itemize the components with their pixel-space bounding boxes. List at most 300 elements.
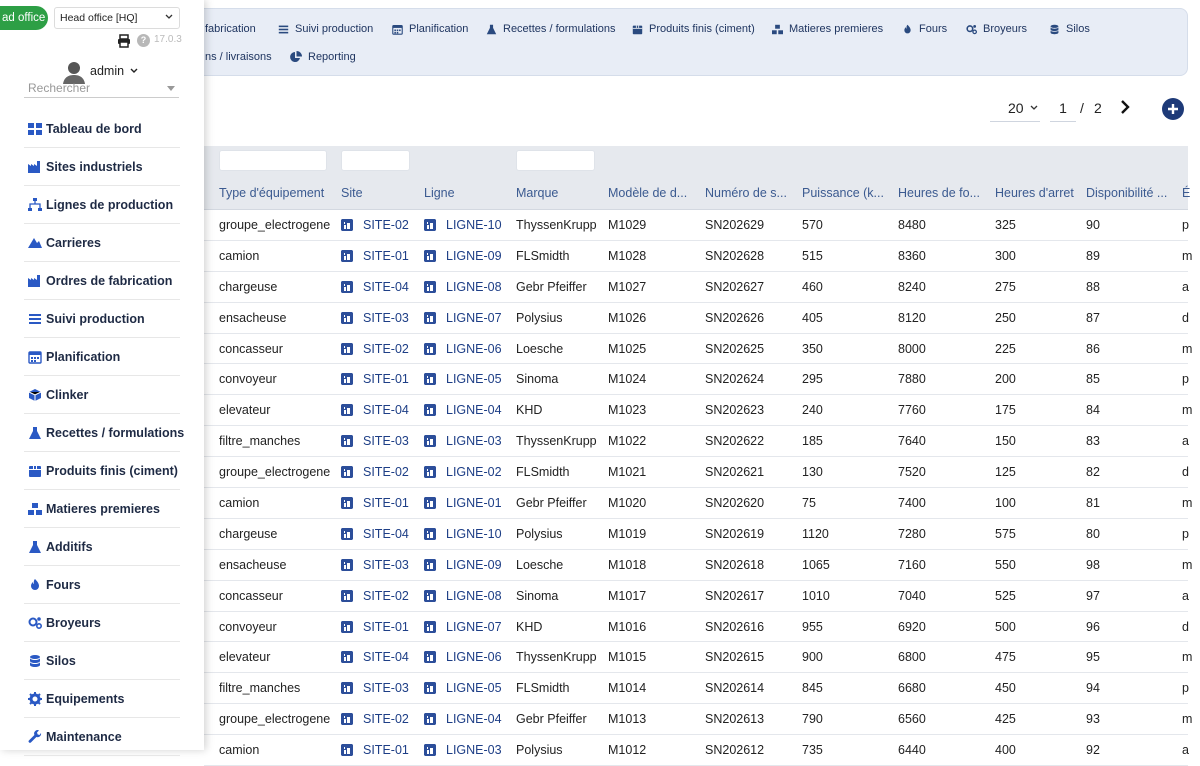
help-icon[interactable]: ? — [137, 34, 150, 47]
per-page-select[interactable] — [990, 94, 1040, 122]
record-link-icon[interactable] — [341, 312, 353, 324]
topnav-matieres-premieres[interactable] — [772, 23, 883, 35]
topnav-label: Produits finis (ciment) — [649, 23, 755, 35]
cell-site[interactable] — [341, 673, 421, 703]
cell-modele: M1021 — [608, 465, 647, 480]
cell-marque: ThyssenKrupp — [516, 434, 597, 449]
cell-etat: d — [1182, 465, 1189, 480]
cell-ligne[interactable] — [424, 364, 514, 394]
column-header-heures-fonctionnement[interactable]: Heures de fo... — [898, 186, 980, 200]
sidebar-item-label: Silos — [46, 653, 76, 668]
cell-modele: M1020 — [608, 496, 647, 511]
cell-etat: m — [1182, 248, 1193, 263]
cell-link-text[interactable]: LIGNE-06 — [446, 341, 502, 356]
cell-marque: ThyssenKrupp — [516, 650, 597, 665]
cell-site[interactable] — [341, 488, 421, 518]
cell-ligne[interactable] — [424, 735, 514, 765]
sidebar-item-label: Maintenance — [46, 729, 122, 744]
topnav-broyeurs[interactable] — [966, 23, 1027, 35]
record-link-icon[interactable] — [424, 621, 436, 633]
cell-link-text[interactable]: LIGNE-05 — [446, 372, 502, 387]
cell-modele: M1013 — [608, 712, 647, 727]
cell-link-text[interactable]: LIGNE-03 — [446, 434, 502, 449]
record-link-icon[interactable] — [341, 528, 353, 540]
sidebar-item-planification[interactable] — [24, 338, 180, 376]
cell-site[interactable] — [341, 241, 421, 271]
cell-etat: a — [1182, 588, 1189, 603]
sidebar-item-matieres-premieres[interactable] — [24, 490, 180, 528]
database-icon — [1049, 24, 1060, 35]
cell-modele: M1017 — [608, 588, 647, 603]
cell-h_fonct: 7400 — [898, 496, 926, 511]
record-link-icon[interactable] — [424, 435, 436, 447]
cell-link-text[interactable]: LIGNE-09 — [446, 557, 502, 572]
topnav-planification[interactable] — [392, 23, 468, 35]
add-record-button[interactable] — [1162, 98, 1184, 120]
table-row[interactable] — [204, 519, 1188, 550]
cell-link-text[interactable]: LIGNE-09 — [446, 248, 502, 263]
cell-puissance: 130 — [802, 465, 823, 480]
cell-link-text[interactable]: SITE-01 — [363, 743, 409, 758]
cell-type: groupe_electrogene — [219, 712, 331, 727]
cell-link-text[interactable]: SITE-03 — [363, 434, 409, 449]
record-link-icon[interactable] — [424, 343, 436, 355]
cell-modele: M1016 — [608, 619, 647, 634]
cell-ligne[interactable] — [424, 272, 514, 302]
cell-site[interactable] — [341, 581, 421, 611]
table-row[interactable] — [204, 395, 1193, 426]
cell-link-text[interactable]: LIGNE-07 — [446, 619, 502, 634]
record-link-icon[interactable] — [341, 713, 353, 725]
cell-dispo: 82 — [1086, 465, 1100, 480]
cell-serie: SN202616 — [705, 619, 765, 634]
record-link-icon[interactable] — [424, 497, 436, 509]
sidebar — [0, 0, 204, 750]
page-separator: / — [1080, 100, 1084, 116]
cell-etat: p — [1182, 681, 1189, 696]
cell-h_arret: 175 — [995, 403, 1016, 418]
sidebar-item-label: Equipements — [46, 691, 125, 706]
cell-link-text[interactable]: SITE-02 — [363, 465, 409, 480]
cell-modele: M1023 — [608, 403, 647, 418]
cell-link-text[interactable]: SITE-02 — [363, 588, 409, 603]
table-row[interactable] — [204, 704, 1193, 735]
cell-type: concasseur — [219, 341, 283, 356]
table-row[interactable] — [204, 581, 1188, 612]
next-page-icon[interactable] — [1120, 99, 1130, 115]
table-row[interactable] — [204, 272, 1188, 303]
table-row[interactable] — [204, 457, 1188, 488]
sidebar-item-additifs[interactable] — [24, 528, 180, 566]
cell-h_arret: 525 — [995, 588, 1016, 603]
record-link-icon[interactable] — [341, 343, 353, 355]
cell-dispo: 87 — [1086, 310, 1100, 325]
cell-h_fonct: 7760 — [898, 403, 926, 418]
record-link-icon[interactable] — [424, 281, 436, 293]
record-link-icon[interactable] — [341, 250, 353, 262]
cell-site[interactable] — [341, 457, 421, 487]
cell-link-text[interactable]: SITE-04 — [363, 650, 409, 665]
record-link-icon[interactable] — [341, 744, 353, 756]
cell-etat: a — [1182, 279, 1189, 294]
record-link-icon[interactable] — [341, 435, 353, 447]
cell-site[interactable] — [341, 426, 421, 456]
cell-ligne[interactable] — [424, 704, 514, 734]
list-icon — [278, 24, 289, 35]
table-row[interactable] — [204, 735, 1188, 766]
filter-marque-input[interactable] — [516, 150, 595, 171]
column-header-site[interactable]: Site — [341, 186, 363, 200]
cell-link-text[interactable]: SITE-02 — [363, 341, 409, 356]
cell-serie: SN202627 — [705, 279, 765, 294]
cell-h_fonct: 6560 — [898, 712, 926, 727]
column-header-ligne[interactable]: Ligne — [424, 186, 455, 200]
cell-site[interactable] — [341, 519, 421, 549]
cell-dispo: 86 — [1086, 341, 1100, 356]
cell-link-text[interactable]: LIGNE-07 — [446, 310, 502, 325]
cell-link-text[interactable]: LIGNE-01 — [446, 496, 502, 511]
column-header-type[interactable]: Type d'équipement — [219, 186, 325, 200]
cell-type: chargeuse — [219, 526, 278, 541]
table-row[interactable] — [204, 612, 1188, 643]
filter-site-input[interactable] — [341, 150, 410, 171]
cell-link-text[interactable]: LIGNE-04 — [446, 403, 502, 418]
cell-link-text[interactable]: SITE-01 — [363, 496, 409, 511]
cell-h_fonct: 6680 — [898, 681, 926, 696]
cell-site[interactable] — [341, 550, 421, 580]
cell-link-text[interactable]: LIGNE-05 — [446, 681, 502, 696]
cell-h_arret: 500 — [995, 619, 1016, 634]
cell-site[interactable] — [341, 642, 421, 672]
cell-dispo: 97 — [1086, 588, 1100, 603]
cell-site[interactable] — [341, 210, 421, 240]
cogs-icon — [28, 616, 42, 630]
record-link-icon[interactable] — [341, 373, 353, 385]
cell-site[interactable] — [341, 735, 421, 765]
cell-etat: m — [1182, 341, 1193, 356]
cell-dispo: 95 — [1086, 650, 1100, 665]
cell-type: chargeuse — [219, 279, 278, 294]
plus-icon — [1167, 103, 1179, 115]
table-row[interactable] — [204, 241, 1193, 272]
sidebar-item-tableau-de-bord[interactable] — [24, 110, 180, 148]
sidebar-item-carrieres[interactable] — [24, 224, 180, 262]
cell-h_fonct: 7640 — [898, 434, 926, 449]
record-link-icon[interactable] — [424, 528, 436, 540]
record-link-icon[interactable] — [341, 651, 353, 663]
table-row[interactable] — [204, 488, 1193, 519]
topnav-fours[interactable] — [902, 23, 947, 35]
record-link-icon[interactable] — [424, 466, 436, 478]
column-header-marque[interactable]: Marque — [516, 186, 559, 200]
sidebar-item-recettes-formulations[interactable] — [24, 414, 185, 452]
per-page-value: 20 — [1008, 99, 1024, 116]
cell-h_arret: 300 — [995, 248, 1016, 263]
record-link-icon[interactable] — [424, 312, 436, 324]
cell-serie: SN202624 — [705, 372, 765, 387]
table-row[interactable] — [204, 550, 1193, 581]
topnav-fabrication[interactable] — [205, 23, 256, 35]
sidebar-item-label: Suivi production — [46, 311, 145, 326]
sidebar-item-lignes-de-production[interactable] — [24, 186, 180, 224]
record-link-icon[interactable] — [424, 559, 436, 571]
cell-puissance: 1010 — [802, 588, 830, 603]
cell-link-text[interactable]: SITE-04 — [363, 403, 409, 418]
cell-modele: M1015 — [608, 650, 647, 665]
sidebar-item-suivi-production[interactable] — [24, 300, 180, 338]
cell-link-text[interactable]: SITE-04 — [363, 279, 409, 294]
sidebar-item-label: Recettes / formulations — [46, 425, 185, 440]
cell-dispo: 90 — [1086, 218, 1100, 232]
cell-link-text[interactable]: SITE-01 — [363, 372, 409, 387]
cell-puissance: 845 — [802, 681, 823, 696]
search-input[interactable] — [24, 80, 179, 98]
column-header-etat[interactable]: É — [1182, 186, 1191, 200]
chevron-down-icon[interactable] — [130, 68, 138, 74]
sidebar-item-broyeurs[interactable] — [24, 604, 180, 642]
topnav-label: ns / livraisons — [205, 51, 272, 63]
cell-link-text[interactable]: LIGNE-10 — [446, 526, 502, 541]
cell-etat: m — [1182, 650, 1193, 665]
cell-marque: Sinoma — [516, 372, 559, 387]
record-link-icon[interactable] — [341, 682, 353, 694]
record-link-icon[interactable] — [424, 682, 436, 694]
record-link-icon[interactable] — [341, 466, 353, 478]
table-header — [204, 176, 1191, 210]
cell-ligne[interactable] — [424, 519, 514, 549]
cell-type: groupe_electrogene — [219, 465, 331, 480]
company-badge[interactable]: ad office — [0, 6, 48, 30]
cell-ligne[interactable] — [424, 395, 514, 425]
sidebar-item-label: Clinker — [46, 387, 89, 402]
cell-site[interactable] — [341, 303, 421, 333]
sidebar-item-clinker[interactable] — [24, 376, 180, 414]
cell-serie: SN202613 — [705, 712, 765, 727]
record-link-icon[interactable] — [424, 744, 436, 756]
cell-puissance: 460 — [802, 279, 823, 294]
column-header-heures-arret[interactable]: Heures d'arret — [995, 186, 1074, 200]
cell-site[interactable] — [341, 334, 421, 364]
record-link-icon[interactable] — [424, 590, 436, 602]
cell-dispo: 89 — [1086, 248, 1100, 263]
cell-link-text[interactable]: LIGNE-06 — [446, 650, 502, 665]
topnav-recettes-formulations[interactable] — [486, 23, 616, 35]
sidebar-item-label: Lignes de production — [46, 197, 174, 212]
record-link-icon[interactable] — [341, 404, 353, 416]
cell-h_arret: 225 — [995, 341, 1016, 356]
cell-modele: M1024 — [608, 372, 647, 387]
cell-marque: Loesche — [516, 341, 564, 356]
cell-type: convoyeur — [219, 372, 277, 387]
cell-link-text[interactable]: SITE-03 — [363, 681, 409, 696]
cell-link-text[interactable]: LIGNE-02 — [446, 465, 502, 480]
topnav-reporting[interactable] — [290, 51, 356, 63]
cell-ligne[interactable] — [424, 334, 514, 364]
cell-marque: KHD — [516, 619, 543, 634]
cell-puissance: 1120 — [802, 526, 829, 541]
cell-marque: Loesche — [516, 557, 564, 572]
sidebar-item-ordres-de-fabrication[interactable] — [24, 262, 180, 300]
cell-link-text[interactable]: SITE-01 — [363, 619, 409, 634]
wrench-icon — [28, 730, 42, 744]
industry-icon — [28, 160, 42, 174]
topnav-ns-livraisons[interactable] — [205, 51, 272, 63]
cell-ligne[interactable] — [424, 241, 514, 271]
record-link-icon[interactable] — [341, 497, 353, 509]
cell-link-text[interactable]: LIGNE-08 — [446, 588, 502, 603]
cell-ligne[interactable] — [424, 303, 514, 333]
flask-icon — [28, 426, 42, 440]
table-row[interactable] — [204, 673, 1188, 704]
record-link-icon[interactable] — [424, 651, 436, 663]
cell-link-text[interactable]: SITE-02 — [363, 218, 409, 232]
cell-ligne[interactable] — [424, 673, 514, 703]
cell-ligne[interactable] — [424, 581, 514, 611]
cell-modele: M1018 — [608, 557, 647, 572]
sidebar-item-fours[interactable] — [24, 566, 180, 604]
cell-ligne[interactable] — [424, 642, 514, 672]
gear-icon — [28, 692, 42, 706]
cell-site[interactable] — [341, 364, 421, 394]
cell-h_arret: 325 — [995, 218, 1016, 232]
cell-h_fonct: 7160 — [898, 557, 926, 572]
cell-ligne[interactable] — [424, 426, 514, 456]
sidebar-item-label: Fours — [46, 577, 81, 592]
cube-icon — [28, 388, 42, 402]
record-link-icon[interactable] — [341, 219, 353, 231]
cell-serie: SN202626 — [705, 310, 765, 325]
cell-link-text[interactable]: SITE-02 — [363, 712, 409, 727]
cell-serie: SN202629 — [705, 218, 765, 232]
cell-link-text[interactable]: LIGNE-04 — [446, 712, 502, 727]
record-link-icon[interactable] — [424, 219, 436, 231]
record-link-icon[interactable] — [341, 621, 353, 633]
topnav-produits-finis-ciment[interactable] — [632, 23, 755, 35]
cell-h_fonct: 8120 — [898, 310, 926, 325]
filter-type-input[interactable] — [219, 150, 327, 171]
record-link-icon[interactable] — [341, 590, 353, 602]
entity-select[interactable] — [54, 7, 180, 29]
sidebar-item-label: Ordres de fabrication — [46, 273, 173, 288]
cell-etat: a — [1182, 743, 1189, 758]
cell-h_arret: 575 — [995, 526, 1016, 541]
cell-marque: Polysius — [516, 310, 563, 325]
sidebar-item-produits-finis-ciment[interactable] — [24, 452, 180, 490]
cell-serie: SN202623 — [705, 403, 765, 418]
cell-h_arret: 550 — [995, 557, 1016, 572]
cell-etat: p — [1182, 372, 1189, 387]
cell-type: camion — [219, 248, 260, 263]
cell-ligne[interactable] — [424, 550, 514, 580]
cell-ligne[interactable] — [424, 612, 514, 642]
topnav-suivi-production[interactable] — [278, 23, 373, 35]
current-page-value: 1 — [1059, 99, 1067, 116]
sidebar-item-label: Tableau de bord — [46, 121, 142, 136]
column-header-modele[interactable]: Modèle de d... — [608, 186, 688, 200]
cell-marque: ThyssenKrupp — [516, 218, 597, 232]
column-header-disponibilite[interactable]: Disponibilité ... — [1086, 186, 1168, 200]
cell-link-text[interactable]: SITE-04 — [363, 526, 409, 541]
table-row[interactable] — [204, 642, 1193, 673]
cell-serie: SN202615 — [705, 650, 765, 665]
topnav-label: fabrication — [205, 23, 256, 35]
cell-dispo: 83 — [1086, 434, 1100, 449]
cell-puissance: 185 — [802, 434, 823, 449]
cell-type: elevateur — [219, 650, 271, 665]
sidebar-item-equipements[interactable] — [24, 680, 180, 718]
cell-modele: M1028 — [608, 248, 647, 263]
cell-h_arret: 200 — [995, 372, 1016, 387]
cell-site[interactable] — [341, 395, 421, 425]
total-pages: 2 — [1094, 100, 1102, 116]
cell-ligne[interactable] — [424, 457, 514, 487]
column-header-numero-serie[interactable]: Numéro de s... — [705, 186, 787, 200]
record-link-icon[interactable] — [424, 373, 436, 385]
top-navigation-bar — [186, 8, 1188, 76]
cell-marque: Sinoma — [516, 588, 559, 603]
cell-dispo: 94 — [1086, 681, 1100, 696]
column-filters — [204, 146, 1188, 176]
sidebar-item-maintenance[interactable] — [24, 718, 180, 756]
cell-link-text[interactable]: SITE-01 — [363, 248, 409, 263]
table-row[interactable] — [204, 334, 1193, 365]
cell-site[interactable] — [341, 704, 421, 734]
flask-icon — [28, 540, 42, 554]
cell-etat: d — [1182, 310, 1189, 325]
cell-type: filtre_manches — [219, 681, 301, 696]
cell-h_fonct: 6800 — [898, 650, 926, 665]
cell-ligne[interactable] — [424, 210, 514, 240]
cogs-icon — [966, 24, 977, 35]
table-row[interactable] — [204, 364, 1188, 395]
user-name[interactable]: admin — [90, 64, 125, 78]
sidebar-item-sites-industriels[interactable] — [24, 148, 180, 186]
print-icon[interactable] — [117, 34, 131, 48]
cell-dispo: 81 — [1086, 496, 1100, 511]
cell-dispo: 84 — [1086, 403, 1100, 418]
cell-link-text[interactable]: SITE-03 — [363, 557, 409, 572]
cell-marque: KHD — [516, 403, 543, 418]
sidebar-item-silos[interactable] — [24, 642, 180, 680]
current-page-input[interactable] — [1050, 94, 1076, 122]
dashboard-icon — [28, 122, 42, 136]
cell-ligne[interactable] — [424, 488, 514, 518]
cell-link-text[interactable]: LIGNE-10 — [446, 218, 502, 232]
cell-h_fonct: 8480 — [898, 218, 926, 232]
sidebar-item-label: Carrieres — [46, 235, 101, 250]
cell-link-text[interactable]: SITE-03 — [363, 310, 409, 325]
column-header-puissance[interactable]: Puissance (k... — [802, 186, 884, 200]
topnav-silos[interactable] — [1049, 23, 1090, 35]
record-link-icon[interactable] — [341, 281, 353, 293]
cell-site[interactable] — [341, 272, 421, 302]
cell-site[interactable] — [341, 612, 421, 642]
industry-icon — [28, 274, 42, 288]
record-link-icon[interactable] — [341, 559, 353, 571]
sidebar-item-label: Planification — [46, 349, 121, 364]
topnav-label: Fours — [919, 23, 948, 35]
cell-link-text[interactable]: LIGNE-03 — [446, 743, 502, 758]
record-link-icon[interactable] — [424, 250, 436, 262]
cell-link-text[interactable]: LIGNE-08 — [446, 279, 502, 294]
calendar-icon — [392, 24, 403, 35]
table-row[interactable] — [204, 426, 1188, 457]
record-link-icon[interactable] — [424, 713, 436, 725]
record-link-icon[interactable] — [424, 404, 436, 416]
entity-select-value: Head office [HQ] — [60, 12, 138, 24]
table-row[interactable] — [204, 210, 1188, 241]
table-row[interactable] — [204, 303, 1188, 334]
